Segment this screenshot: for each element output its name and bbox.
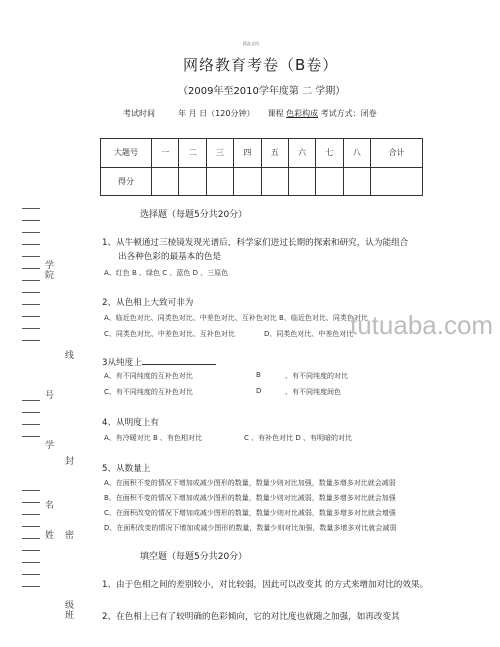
score-table (100, 138, 423, 196)
exam-mode: 考试方式：闭卷 (320, 109, 377, 118)
fill-question: 1、由于色相之间的差别较小，对比较弱，因此可以改变其 的方式来增加对比的效果。 (102, 580, 429, 590)
binding-label: 线 (63, 350, 73, 360)
score-table-header-row (101, 139, 423, 168)
question-option: C、在面积改变的情况下增加或减少图形的数量，数量少则对比减弱，数量多增多对比就会增强 (104, 509, 396, 517)
course-value: 色彩构成 (286, 109, 319, 118)
binding-dash (22, 316, 40, 317)
section2-heading: 填空题（每题5分共20分） (140, 552, 248, 562)
question-option: 、有不同纯度间色 (285, 388, 341, 396)
exam-title: 网络教育考卷（B卷） (183, 56, 339, 74)
score-header-cell: 二 (179, 139, 206, 168)
binding-dash (22, 232, 40, 233)
question-option: A、有不同纯度的互补色对比 (104, 372, 193, 380)
binding-dash (22, 574, 40, 575)
question-option: B、在面积不变的情况下增加或减少图形的数量，数量少则对比减弱，数量多增多对比就会加强 (104, 494, 396, 502)
score-header-cell: 七 (316, 139, 343, 168)
watermark-text: tutuaba.com (350, 310, 494, 340)
binding-dash (22, 424, 40, 425)
question-stem: 1、从牛顿通过三棱镜发现光谱后，科学家们进过长期的探索和研究，认为能组合 (102, 238, 409, 248)
question-option: B (256, 371, 261, 379)
score-cell[interactable] (234, 167, 261, 196)
question-option: D (256, 387, 262, 395)
score-header-cell: 五 (261, 139, 288, 168)
binding-dash (22, 562, 40, 563)
binding-dash (22, 328, 40, 329)
binding-label: 封 (63, 456, 73, 466)
binding-label: 级班 (63, 600, 73, 620)
score-header-cell: 合计 (371, 139, 423, 168)
binding-dash (22, 256, 40, 257)
fill-question: 2、在色相上已有了较明确的色彩倾向，它的对比度也就随之加强，如再改变其 (102, 612, 400, 622)
binding-dash (22, 340, 40, 341)
page-header-note: 精品文档 (243, 41, 259, 46)
binding-dash (22, 220, 40, 221)
score-cell[interactable] (288, 167, 315, 196)
binding-dash (22, 412, 40, 413)
binding-dash (22, 490, 40, 491)
question-option: D、同类色对比、中差色对比 (264, 330, 354, 338)
binding-label: 密 (63, 530, 73, 540)
question-option: A、红色 B 、绿色 C 、蓝色 D 、三原色 (104, 269, 229, 277)
binding-dash (22, 550, 40, 551)
question-option: C、同类色对比、中差色对比、互补色对比 (104, 330, 235, 338)
binding-dash (22, 514, 40, 515)
binding-dash (22, 292, 40, 293)
binding-dash (22, 244, 40, 245)
score-header-cell: 三 (206, 139, 233, 168)
binding-dash (22, 208, 40, 209)
binding-label: 学院 (43, 260, 53, 280)
question-option: D、在面积改变的情况下增加或减少图形的数量，数量少则对比加强，数量多增多对比就会减弱 (104, 524, 397, 532)
score-header-cell: 四 (234, 139, 261, 168)
course-label: 课程 (267, 109, 284, 118)
score-cell[interactable] (343, 167, 370, 196)
binding-margin (18, 200, 80, 640)
question-option: A、在面积不变的情况下增加或减少图形的数量，数量少则对比加强，数量多增多对比就会减弱 (104, 479, 396, 487)
score-cell[interactable] (316, 167, 343, 196)
score-header-cell: 八 (343, 139, 370, 168)
score-table-score-row (101, 167, 423, 196)
exam-info-line (123, 108, 377, 119)
binding-dash (22, 400, 40, 401)
score-header-cell: 大题号 (101, 139, 152, 168)
score-cell[interactable] (371, 167, 423, 196)
score-cell[interactable] (261, 167, 288, 196)
question-option: C 、有补色对比 D 、有明暗的对比 (244, 434, 352, 442)
binding-dash (22, 526, 40, 527)
question-stem: 出各种色彩的最基本的色是 (118, 252, 222, 262)
binding-dash (22, 586, 40, 587)
answer-blank[interactable] (142, 356, 216, 365)
question-stem: 4、从明度上有 (102, 418, 160, 428)
exam-subtitle: （2009年至2010学年度第 二 学期） (178, 86, 346, 97)
binding-dash (22, 268, 40, 269)
binding-label: 学 (43, 440, 53, 450)
date-text: 年 月 日（120分钟） (178, 109, 255, 118)
question-stem: 3从纯度上 (102, 356, 216, 368)
question-stem: 5、从数量上 (102, 464, 151, 474)
binding-label: 姓 (43, 530, 53, 540)
score-cell[interactable] (179, 167, 206, 196)
binding-dash (22, 436, 40, 437)
question-option: 、有不同纯度的对比 (285, 372, 348, 380)
question-option: A、有冷暖对比 B 、有色相对比 (104, 434, 203, 442)
binding-dash (22, 538, 40, 539)
time-label: 考试时间 (123, 109, 155, 118)
binding-dash (22, 280, 40, 281)
score-cell[interactable] (206, 167, 233, 196)
binding-dash (22, 304, 40, 305)
question-option: A、临近色对比、同类色对比、中差色对比、互补色对比 B、临近色对比、同类色对比 (104, 314, 368, 322)
binding-label: 号 (43, 390, 53, 400)
score-row-label: 得分 (101, 167, 152, 196)
question-option: C、有不同纯度的互补色对比 (104, 388, 193, 396)
section1-heading: 选择题（每题5分共20分） (140, 210, 248, 220)
score-cell[interactable] (152, 167, 179, 196)
question-stem: 2、从色相上大致可非为 (102, 298, 194, 308)
binding-dash (22, 502, 40, 503)
binding-label: 名 (43, 500, 53, 510)
score-header-cell: 六 (288, 139, 315, 168)
score-header-cell: 一 (152, 139, 179, 168)
